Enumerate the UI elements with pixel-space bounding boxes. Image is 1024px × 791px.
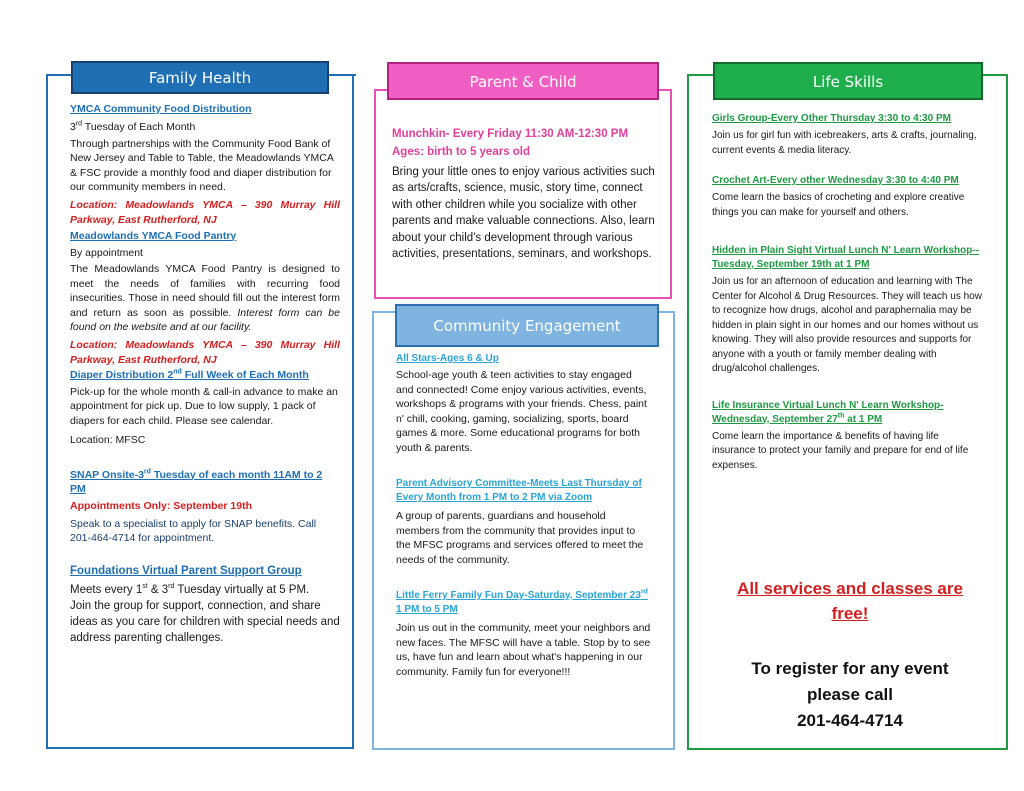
food-pantry-heading[interactable]: Meadowlands YMCA Food Pantry bbox=[70, 229, 237, 242]
snap-heading[interactable]: SNAP Onsite-3rd Tuesday of each month 11AM to 2 PM bbox=[70, 468, 323, 495]
food-pantry-location: Location: Meadowlands YMCA – 390 Murray Hill Parkway, East Rutherford, NJ bbox=[70, 338, 340, 366]
register-line-2: please call bbox=[806, 685, 893, 704]
snap-description: Speak to a specialist to apply for SNAP benefits. Call 201-464-4714 for appointment. bbox=[70, 517, 317, 544]
parent-child-title: Parent & Child bbox=[469, 73, 577, 91]
parent-child-content bbox=[392, 126, 656, 262]
ymca-distribution-location: Location: Meadowlands YMCA – 390 Murray Hill Parkway, East Rutherford, NJ bbox=[70, 198, 340, 226]
munchkin-ages: Ages: birth to 5 years old bbox=[392, 146, 531, 158]
ymca-distribution-when: 3rd Tuesday of Each Month bbox=[70, 120, 196, 133]
register-info bbox=[720, 656, 980, 734]
crochet-heading[interactable]: Crochet Art-Every other Wednesday 3:30 to 4:40 PM bbox=[712, 175, 959, 186]
life-skills-header bbox=[713, 62, 983, 100]
girls-group-description: Join us for girl fun with icebreakers, arts & crafts, journaling, current events & media literacy. bbox=[712, 130, 977, 156]
insurance-heading[interactable]: Life Insurance Virtual Lunch N' Learn Workshop-Wednesday, September 27th at 1 PM bbox=[712, 399, 944, 425]
parent-child-top-border bbox=[374, 89, 388, 91]
diaper-location: Location: MFSC bbox=[70, 434, 146, 446]
advisory-description: A group of parents, guardians and household members from the community that provides input to the MFSC programs and services offered to meet the needs of the community. bbox=[396, 510, 644, 566]
munchkin-description: Bring your little ones to enjoy various activities such as arts/crafts, science, music, story time, connect with other children while you socialize with other parents and make valuable connections. Also, learn about your child's development through various activities, presentations, seminars, and workshops. bbox=[392, 166, 655, 261]
family-health-header bbox=[71, 61, 329, 94]
family-health-title: Family Health bbox=[148, 69, 252, 87]
foundations-description: Join the group for support, connection, and share ideas as you care for children with special needs and address parenting challenges. bbox=[70, 599, 340, 644]
crochet-description: Come learn the basics of crocheting and explore creative things you can make for yourself and others. bbox=[712, 192, 965, 218]
parent-child-header bbox=[387, 62, 659, 100]
munchkin-heading[interactable]: Munchkin- Every Friday 11:30 AM-12:30 PM bbox=[392, 128, 629, 140]
foundations-meets: Meets every 1st & 3rd Tuesday virtually at 5 PM. bbox=[70, 582, 310, 596]
community-engagement-top-border-right bbox=[657, 311, 675, 313]
community-engagement-header bbox=[395, 304, 659, 347]
hidden-description: Join us for an afternoon of education and learning with The Center for Alcohol & Drug Resources. They will teach us how to recognize how drugs, alcohol and paraphernalia may be hidden in plain sight in our homes and our homes without us knowing. They will also provide resources and supports for anyone with a youth or family member dealing with drug/alcohol challenges. bbox=[712, 276, 982, 374]
life-skills-content bbox=[712, 112, 982, 473]
ymca-distribution-description: Through partnerships with the Community Food Bank of New Jersey and Table to Table, the Meadowlands YMCA & FSC provide a monthly food and diaper distribution for our community members in need. bbox=[70, 137, 334, 193]
all-stars-heading[interactable]: All Stars-Ages 6 & Up bbox=[396, 353, 499, 364]
register-phone: 201-464-4714 bbox=[797, 711, 903, 730]
girls-group-heading[interactable]: Girls Group-Every Other Thursday 3:30 to 4:30 PM bbox=[712, 113, 951, 124]
diaper-description: Pick-up for the whole month & call-in advance to make an appointment for pick up. Due to low supply, 1 pack of diapers for each child. Please see calendar. bbox=[70, 385, 338, 427]
parent-child-top-border-right bbox=[657, 89, 672, 91]
fun-day-description: Join us out in the community, meet your neighbors and new faces. The MFSC will have a table. Stop by to see us, have fun and learn about what's happening in our community. Family fun for everyone!!! bbox=[396, 622, 651, 678]
free-notice bbox=[728, 576, 972, 626]
family-health-top-border bbox=[46, 74, 72, 76]
life-skills-title: Life Skills bbox=[812, 73, 884, 91]
food-pantry-when: By appointment bbox=[70, 246, 143, 259]
family-health-top-border-right bbox=[327, 74, 356, 76]
food-pantry-description: The Meadowlands YMCA Food Pantry is designed to meet the needs of families with recurring food insecurities. Those in need should fill out the interest form and return as soon as possible. Interest form can be found on the website and at our facility. bbox=[70, 263, 340, 333]
family-health-content bbox=[70, 102, 340, 646]
snap-appointments: Appointments Only: September 19th bbox=[70, 499, 253, 512]
register-line-1: To register for any event bbox=[751, 659, 949, 678]
free-notice-text: All services and classes are free! bbox=[737, 579, 963, 623]
diaper-heading[interactable]: Diaper Distribution 2nd Full Week of Each Month bbox=[70, 368, 309, 381]
hidden-heading[interactable]: Hidden in Plain Sight Virtual Lunch N' Learn Workshop--Tuesday, September 19th at 1 PM bbox=[712, 245, 980, 270]
ymca-distribution-heading[interactable]: YMCA Community Food Distribution bbox=[70, 103, 252, 115]
all-stars-description: School-age youth & teen activities to stay engaged and connected! Come enjoy various activities, events, workshops & programs with your friends. Chess, paint n' chill, cooking, gaming, socializing, sports, board games & more. Some educational programs for both youth & parents. bbox=[396, 369, 647, 454]
advisory-heading[interactable]: Parent Advisory Committee-Meets Last Thursday of Every Month from 1 PM to 2 PM via Zoom bbox=[396, 478, 642, 503]
community-engagement-top-border bbox=[372, 311, 397, 313]
foundations-heading[interactable]: Foundations Virtual Parent Support Group bbox=[70, 564, 302, 577]
life-skills-top-border bbox=[687, 74, 715, 76]
fun-day-heading[interactable]: Little Ferry Family Fun Day-Saturday, September 23rd 1 PM to 5 PM bbox=[396, 588, 648, 615]
insurance-description: Come learn the importance & benefits of having life insurance to protect your family and prepare for end of life expenses. bbox=[712, 430, 969, 471]
community-engagement-title: Community Engagement bbox=[433, 317, 621, 335]
community-engagement-content bbox=[396, 352, 652, 679]
life-skills-top-border-right bbox=[981, 74, 1008, 76]
